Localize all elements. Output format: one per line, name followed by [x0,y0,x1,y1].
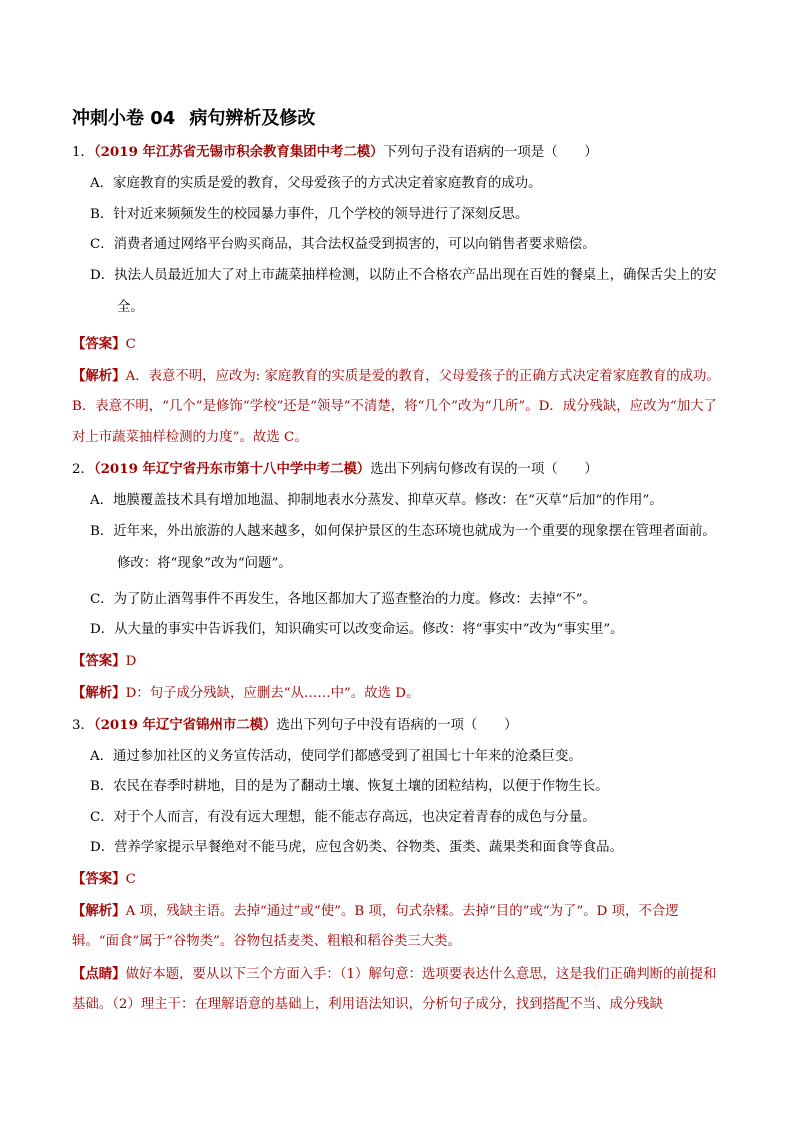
title-part2: 病句辨析及修改 [189,108,316,129]
option-d: D．营养学家提示早餐绝对不能马虎，应包含奶类、谷物类、蛋类、蔬果类和面食等食品。 [90,840,623,855]
answer-2 [72,651,722,672]
option-d: D．执法人员最近加大了对上市蔬菜抽样检测，以防止不合格农产品出现在百姓的餐桌上，确保舌尖上的安全。 [90,267,717,315]
explanation-1 [72,361,722,454]
document-content [72,104,722,1027]
question-number: 3． [72,717,94,733]
option-b: B．农民在春季时耕地，目的是为了翻动土壤、恢复土壤的团粒结构，以便于作物生长。 [90,779,609,794]
answer-tag: 【答案】 [72,335,126,352]
title-part1: 冲刺小卷 04 [72,108,176,129]
explanation-tag: 【解析】 [72,902,126,919]
answer-tag: 【答案】 [72,652,126,669]
question-2 [72,459,722,480]
answer-value: C [125,336,136,352]
tip-tag: 【点睛】 [72,965,126,982]
answer-3 [72,869,722,890]
tip-text: 做好本题，要从以下三个方面入手：（1）解句意：选项要表达什么意思，这是我们正确判断的前提和基础。（2）理主干：在理解语意的基础上，利用语法知识，分析句子成分，找到搭配不当、成分残缺 [72,966,717,1012]
tip-3 [72,959,722,1021]
answer-1 [72,334,722,355]
option-d: D．从大量的事实中告诉我们，知识确实可以改变命运。修改：将“事实中”改为“事实里”。 [90,622,624,637]
explanation-text: A 项，残缺主语。去掉“通过”或“使”。B 项，句式杂糅。去掉“目的”或“为了”。D 项，不合逻辑。“面食”属于“谷物类”。谷物包括麦类、粗粮和稻谷类三大类。 [72,903,679,949]
question-number: 2． [72,462,94,477]
question-source: （2019 年辽宁省丹东市第十八中学中考二模） [93,461,371,477]
question-3 [72,715,722,736]
question-stem: 选出下列病句修改有误的一项（ ） [370,462,598,477]
explanation-text: A．表意不明，应改为: 家庭教育的实质是爱的教育，父母爱孩子的正确方式决定着家庭教育的成功。B．表意不明，“几个”是修饰“学校”还是“领导”不清楚，将“几个”改为“几所”。D．成分残缺，应改为“加大了对上市蔬菜抽样检测的力度”。故选 C。 [72,368,720,445]
option-c: C．为了防止酒驾事件不再发生，各地区都加大了巡查整治的力度。修改：去掉“不”。 [90,591,596,607]
page-title [72,104,722,130]
option-a: A．家庭教育的实质是爱的教育，父母爱孩子的方式决定着家庭教育的成功。 [90,176,542,191]
answer-tag: 【答案】 [72,870,126,887]
option-c: C．消费者通过网络平台购买商品，其合法权益受到损害的，可以向销售者要求赔偿。 [90,237,596,252]
explanation-tag: 【解析】 [72,684,126,701]
option-a: A．通过参加社区的义务宣传活动，使同学们都感受到了祖国七十年来的沧桑巨变。 [90,748,582,764]
explanation-text: D：句子成分残缺，应删去“从……中”。故选 D。 [125,685,420,701]
question-source: （2019 年辽宁省锦州市二模） [93,716,277,733]
question-1 [72,142,722,163]
question-stem: 选出下列句子中没有语病的一项（ ） [276,717,518,733]
option-c: C．对于个人而言，有没有远大理想，能不能志存高远，也决定着青春的成色与分量。 [90,809,596,825]
option-b: B．针对近来频频发生的校园暴力事件，几个学校的领导进行了深刻反思。 [90,206,529,222]
explanation-2 [72,683,722,704]
explanation-tag: 【解析】 [72,367,126,384]
question-source: （2019 年江苏省无锡市积余教育集团中考二模） [93,144,384,160]
question-number: 1． [72,145,94,160]
answer-value: C [125,871,136,887]
explanation-3 [72,896,722,958]
answer-value: D [125,653,137,669]
option-a: A．地膜覆盖技术具有增加地温、抑制地表水分蒸发、抑草灭草。修改：在“灭草”后加“的作用”。 [90,493,663,508]
question-stem: 下列句子没有语病的一项是（ ） [383,145,598,160]
option-b: B．近年来，外出旅游的人越来越多，如何保护景区的生态环境也就成为一个重要的现象摆在管理者面前。修改：将“现象”改为“问题”。 [90,523,716,571]
